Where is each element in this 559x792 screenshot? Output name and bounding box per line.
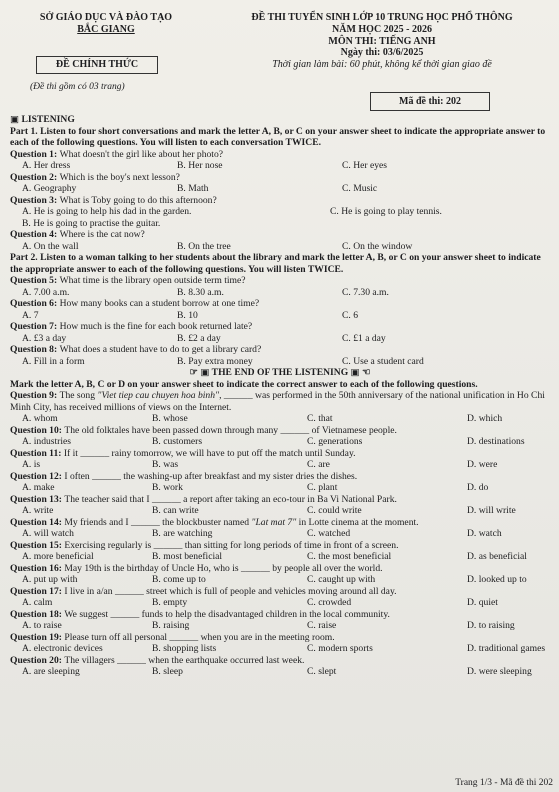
question-3: Question 3: What is Toby going to do this afternoon?	[10, 194, 217, 206]
question-18: Question 18: We suggest ______ funds to help the disadvantaged children in the local community.	[10, 608, 390, 620]
pages-note: (Đề thi gồm có 03 trang)	[30, 82, 125, 92]
question-7: Question 7: How much is the fine for each book returned late?	[10, 321, 253, 332]
q1-options: A. Her dress B. Her nose C. Her eyes	[22, 160, 388, 171]
question-16: Question 16: May 19th is the birthday of Uncle Ho, who is ______ by people all over the world.	[10, 562, 383, 574]
q5-options: A. 7.00 a.m. B. 8.30 a.m. C. 7.30 a.m.	[22, 286, 389, 298]
end-listening: ☞ ▣ THE END OF THE LISTENING ▣ ☜	[189, 367, 371, 378]
question-9: Question 9: The song "Viet tiep cau chuyen hoa binh", ______ was performed in the 50th anniversary of the national unification in Ho Chi Minh City, has received millions of views on the Internet.	[10, 390, 545, 413]
q13-options: A. write B. can write C. could write D. will write	[22, 505, 516, 516]
q4-options: A. On the wall B. On the tree C. On the window	[22, 240, 413, 252]
question-19: Question 19: Please turn off all personal ______ when you are in the meeting room.	[10, 631, 335, 643]
q12-options: A. make B. work C. plant D. do	[22, 482, 489, 493]
q8-options: A. Fill in a form B. Pay extra money C. Use a student card	[22, 355, 424, 367]
q20-options: A. are sleeping B. sleep C. slept D. were sleeping	[22, 666, 532, 677]
part2-instructions: Part 2. Listen to a woman talking to her students about the library and mark the letter A, B, or C on your answer sheet to indicate the appropriate answer to each of the following questions. You will listen TWICE.	[10, 252, 541, 275]
q10-options: A. industries B. customers C. generations D. destinations	[22, 436, 525, 447]
headphone-icon: ▣ ☜	[348, 367, 371, 378]
q17-options: A. calm B. empty C. crowded D. quiet	[22, 597, 498, 608]
exam-title: ĐỀ THI TUYỂN SINH LỚP 10 TRUNG HỌC PHỔ THÔNG	[251, 12, 513, 23]
question-10: Question 10: The old folktales have been passed down through many ______ of Vietnamese people.	[10, 424, 397, 436]
q3-option-b: B. He is going to practise the guitar.	[22, 217, 161, 229]
q16-options: A. put up with B. come up to C. caught up with D. looked up to	[22, 574, 527, 585]
department: SỞ GIÁO DỤC VÀ ĐÀO TẠO	[39, 12, 173, 23]
q7-options: A. £3 a day B. £2 a day C. £1 a day	[22, 332, 386, 344]
school-year: NĂM HỌC 2025 - 2026	[332, 23, 432, 35]
q3-options-ac: A. He is going to help his dad in the garden. C. He is going to play tennis.	[22, 206, 442, 217]
q11-options: A. is B. was C. are D. were	[22, 459, 498, 470]
question-8: Question 8: What does a student have to do to get a library card?	[10, 344, 262, 355]
page-footer: Trang 1/3 - Mã đề thi 202	[455, 778, 553, 788]
question-11: Question 11: If it ______ rainy tomorrow, we will have to put off the match until Sunday.	[10, 447, 356, 459]
question-14: Question 14: My friends and I ______ the blockbuster named "Lat mat 7" in Lotte cinema at the moment.	[10, 516, 419, 528]
question-1: Question 1: What doesn't the girl like about her photo?	[10, 148, 224, 160]
exam-date: Ngày thi: 03/6/2025	[340, 47, 424, 59]
question-13: Question 13: The teacher said that I ______ a report after taking an eco-tour in Ba Vi National Park.	[10, 493, 397, 505]
question-20: Question 20: The villagers ______ when the earthquake occurred last week.	[10, 654, 305, 666]
question-12: Question 12: I often ______ the washing-up after breakfast and my sister dries the dishes.	[10, 470, 358, 482]
exam-code-box: Mã đề thi: 202	[370, 92, 490, 111]
pointing-hand-icon: ☞ ▣	[189, 367, 212, 378]
question-4: Question 4: Where is the cat now?	[10, 229, 145, 240]
subject: MÔN THI: TIẾNG ANH	[328, 35, 436, 47]
exam-body	[10, 114, 550, 678]
q9-options: A. whom B. whose C. that D. which	[22, 413, 503, 424]
headphone-icon: ▣	[10, 114, 22, 125]
q15-options: A. more beneficial B. most beneficial C. the most beneficial D. as beneficial	[22, 551, 527, 562]
q2-options: A. Geography B. Math C. Music	[22, 183, 378, 194]
q6-options: A. 7 B. 10 C. 6	[22, 309, 358, 321]
header-right	[212, 12, 552, 71]
question-17: Question 17: I live in a/an ______ street which is full of people and vehicles moving around all day.	[10, 585, 397, 597]
q14-options: A. will watch B. are watching C. watched D. watch	[22, 528, 502, 539]
part1-instructions: Part 1. Listen to four short conversations and mark the letter A, B, or C on your answer sheet to indicate the appropriate answer to each of the following questions. You will listen to each conversation TWICE.	[10, 125, 546, 148]
q19-options: A. electronic devices B. shopping lists C. modern sports D. traditional games	[22, 643, 546, 654]
header-left	[6, 12, 206, 36]
question-15: Question 15: Exercising regularly is ______ than sitting for long periods of time in front of a screen.	[10, 539, 399, 551]
question-2: Question 2: Which is the boy's next lesson?	[10, 171, 180, 183]
question-6: Question 6: How many books can a student borrow at one time?	[10, 298, 260, 309]
province: BẮC GIANG	[77, 24, 135, 35]
question-5: Question 5: What time is the library open outside term time?	[10, 275, 246, 286]
listening-heading: ▣ LISTENING	[10, 114, 75, 125]
q18-options: A. to raise B. raising C. raise D. to raising	[22, 620, 515, 631]
exam-time: Thời gian làm bài: 60 phút, không kể thời gian giao đề	[272, 59, 492, 71]
reading-instructions: Mark the letter A, B, C or D on your answer sheet to indicate the correct answer to each of the following questions.	[10, 378, 478, 390]
official-box: ĐỀ CHÍNH THỨC	[36, 56, 158, 74]
